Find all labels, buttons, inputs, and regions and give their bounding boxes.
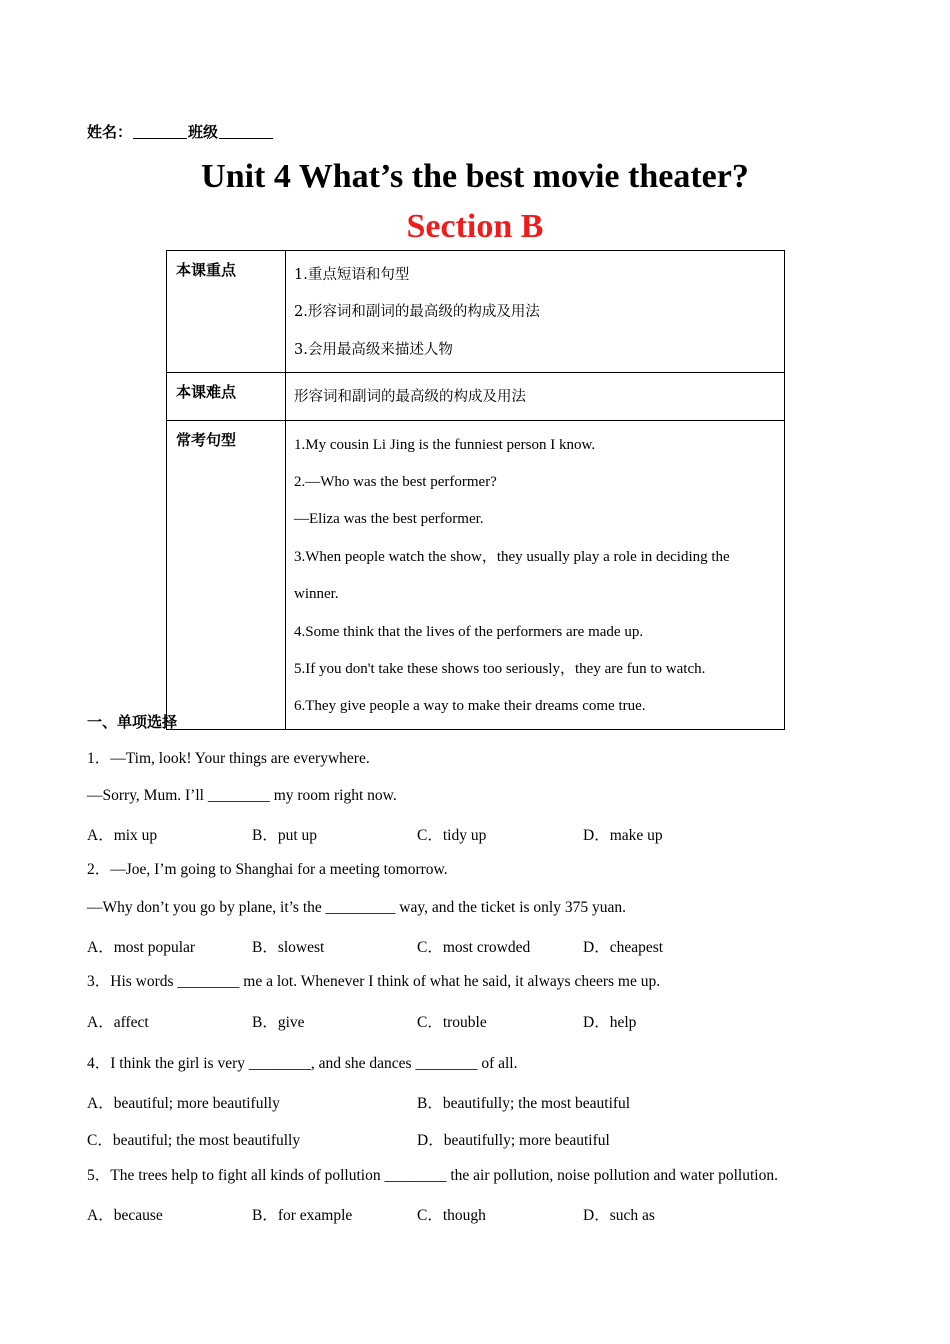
question-3-option-c: C．trouble xyxy=(417,1014,487,1031)
question-2-option-b: B．slowest xyxy=(252,939,325,956)
content-line: 形容词和副词的最高级的构成及用法 xyxy=(294,389,526,406)
question-2-option-d: D．cheapest xyxy=(583,939,664,956)
question-5-option-b: B．for example xyxy=(252,1207,353,1224)
class-blank xyxy=(219,123,273,139)
row-content xyxy=(286,251,785,373)
question-1-line-2: —Sorry, Mum. I’ll ________ my room right now. xyxy=(87,787,397,804)
row-content xyxy=(286,373,785,420)
question-4-option-a: A．beautiful; more beautifully xyxy=(87,1095,280,1112)
row-label: 本课难点 xyxy=(167,373,286,420)
question-5-line-1: 5．The trees help to fight all kinds of pollution ________ the air pollution, noise pollution and water pollution. xyxy=(87,1167,778,1184)
lesson-summary-table xyxy=(166,250,785,730)
question-4-line-1: 4．I think the girl is very ________, and she dances ________ of all. xyxy=(87,1055,518,1072)
question-5-option-c: C．though xyxy=(417,1207,486,1224)
question-1-option-c: C．tidy up xyxy=(417,827,487,844)
question-2-line-2: —Why don’t you go by plane, it’s the _________ way, and the ticket is only 375 yuan. xyxy=(87,899,626,916)
content-line: 1.My cousin Li Jing is the funniest person I know. xyxy=(294,436,596,453)
name-label: 姓名： xyxy=(87,123,133,141)
question-3-option-b: B．give xyxy=(252,1014,305,1031)
question-2-option-a: A．most popular xyxy=(87,939,196,956)
content-line: 3.会用最高级来描述人物 xyxy=(294,341,453,358)
content-line: 2.—Who was the best performer? xyxy=(294,473,497,490)
question-1-option-d: D．make up xyxy=(583,827,663,844)
question-1-line-1: 1．—Tim, look! Your things are everywhere. xyxy=(87,750,370,767)
name-blank xyxy=(133,123,187,139)
table-row-sentence-patterns xyxy=(167,420,785,729)
question-5-option-d: D．such as xyxy=(583,1207,655,1224)
row-label: 本课重点 xyxy=(167,251,286,373)
question-1-option-b: B．put up xyxy=(252,827,318,844)
content-line: 4.Some think that the lives of the performers are made up. xyxy=(294,623,644,640)
content-line: —Eliza was the best performer. xyxy=(294,511,484,528)
section-subtitle: Section B xyxy=(406,208,544,245)
question-3-line-1: 3．His words ________ me a lot. Whenever I think of what he said, it always cheers me up. xyxy=(87,973,661,990)
content-line: 1.重点短语和句型 xyxy=(294,267,410,283)
row-label: 常考句型 xyxy=(167,420,286,729)
question-5-option-a: A．because xyxy=(87,1207,163,1224)
name-class-line xyxy=(87,121,274,142)
question-3-option-d: D．help xyxy=(583,1014,637,1031)
question-1-option-a: A．mix up xyxy=(87,827,158,844)
content-line: 2.形容词和副词的最高级的构成及用法 xyxy=(294,304,540,321)
question-3-option-a: A．affect xyxy=(87,1014,149,1031)
question-4-option-d: D．beautifully; more beautiful xyxy=(417,1132,610,1149)
question-2-option-c: C．most crowded xyxy=(417,939,531,956)
content-line: 5.If you don't take these shows too seriously，they are fun to watch. xyxy=(294,660,706,677)
question-4-option-c: C．beautiful; the most beautifully xyxy=(87,1132,301,1149)
table-row-key-points xyxy=(167,251,785,373)
content-line: 3.When people watch the show，they usually play a role in deciding the xyxy=(294,548,730,565)
question-2-line-1: 2．—Joe, I’m going to Shanghai for a meeting tomorrow. xyxy=(87,861,448,878)
content-line: 6.They give people a way to make their dreams come true. xyxy=(294,698,646,715)
table-row-difficult-points xyxy=(167,373,785,420)
section-heading: 一、单项选择 xyxy=(87,713,178,731)
row-content xyxy=(286,420,785,729)
content-line: winner. xyxy=(294,586,339,603)
question-4-option-b: B．beautifully; the most beautiful xyxy=(417,1095,631,1112)
class-label: 班级 xyxy=(188,123,219,141)
page-title: Unit 4 What’s the best movie theater? xyxy=(201,158,749,195)
